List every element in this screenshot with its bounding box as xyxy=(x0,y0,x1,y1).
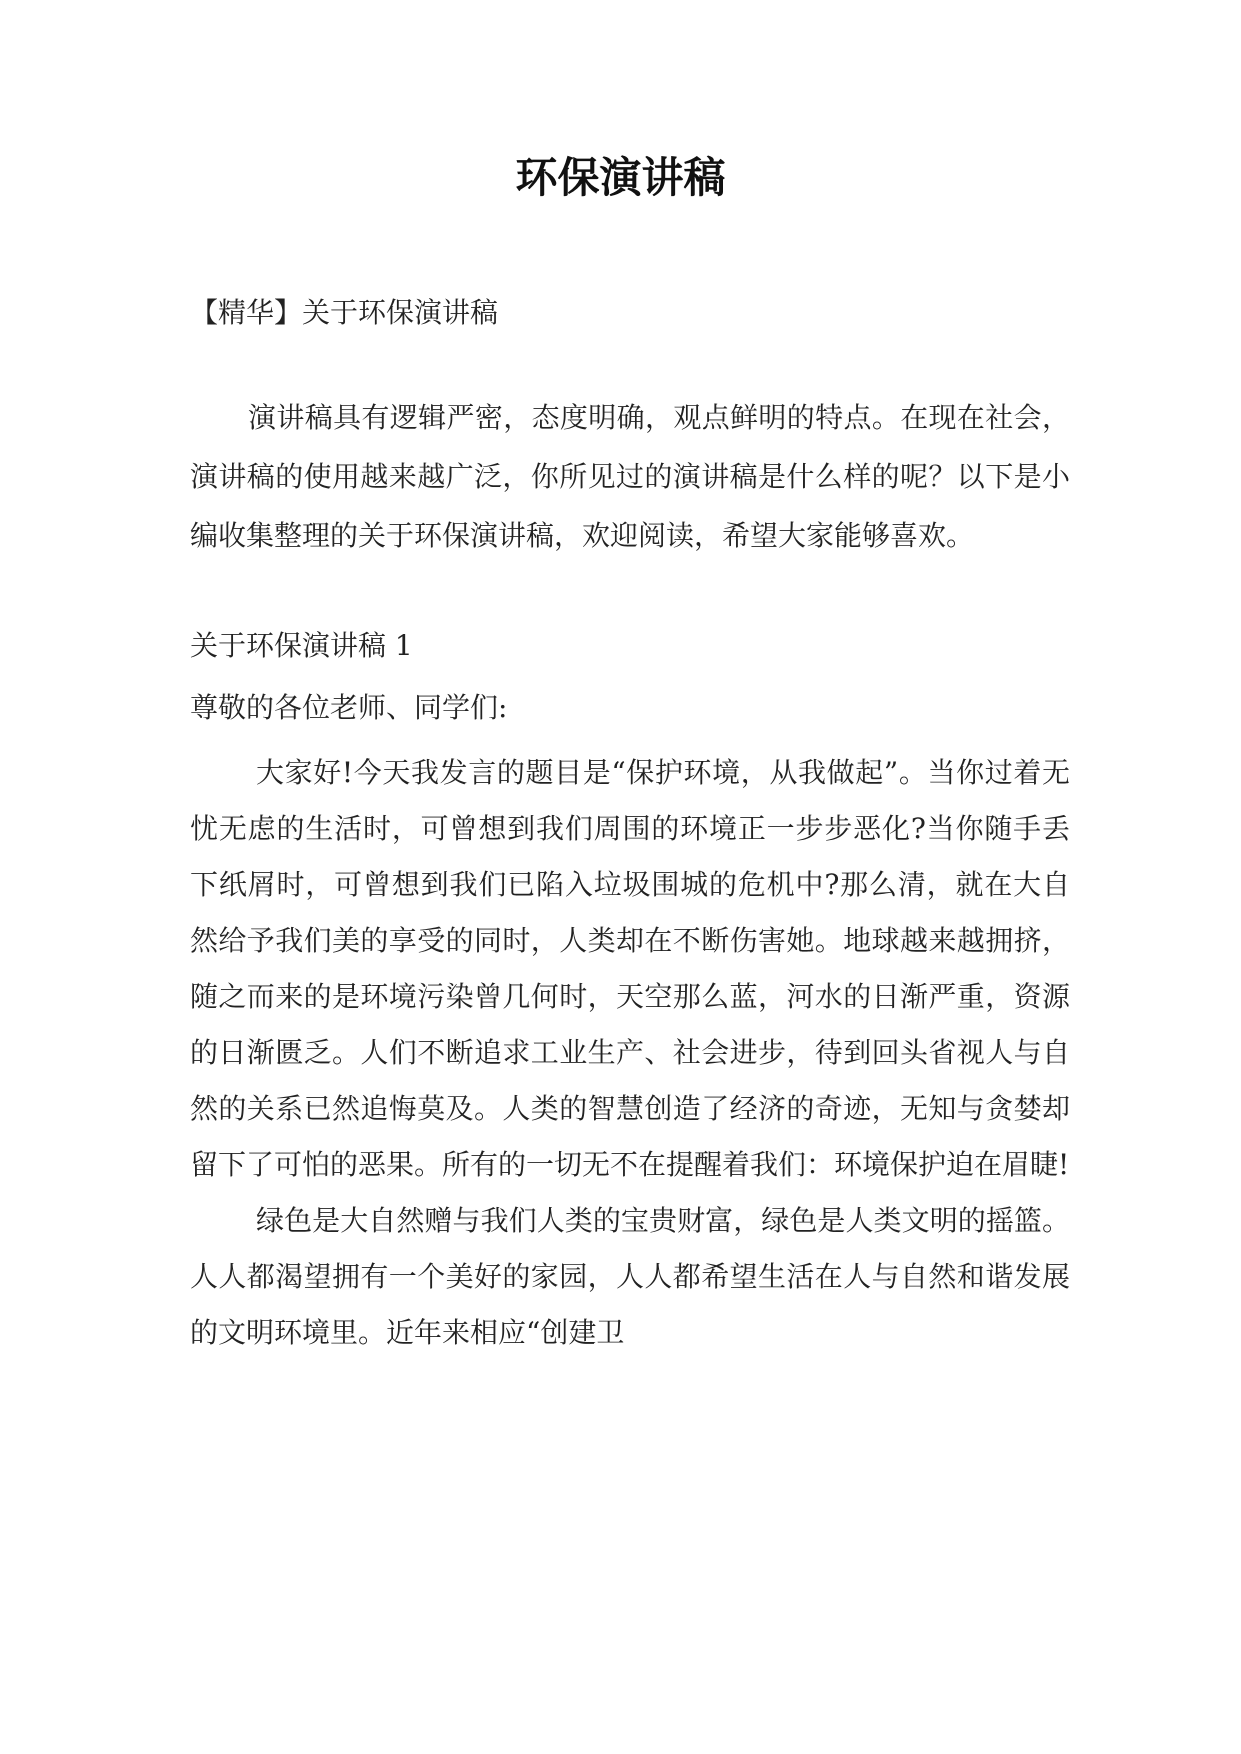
document-title: 环保演讲稿 xyxy=(515,153,726,202)
body-paragraph: 大家好!今天我发言的题目是“保护环境，从我做起”。当你过着无忧无虑的生活时，可曾想到我们周围的环境正一步步恶化?当你随手丢下纸屑时，可曾想到我们已陷入垃圾围城的危机中?那么清，就在大自然给予我们美的享受的同时，人类却在不断伤害她。地球越来越拥挤，随之而来的是环境污染曾几何时，天空那么蓝，河水的日渐严重，资源的日渐匮乏。人们不断追求工业生产、社会进步，待到回头省视人与自然的关系已然追悔莫及。人类的智慧创造了经济的奇迹，无知与贪婪却留下了可怕的恶果。所有的一切无不在提醒着我们：环境保护迫在眉睫! xyxy=(190,756,1070,1181)
document-body xyxy=(190,292,1070,1361)
section-heading: 关于环保演讲稿 1 xyxy=(190,629,413,662)
salutation-line: 尊敬的各位老师、同学们: xyxy=(190,691,508,724)
intro-paragraph: 演讲稿具有逻辑严密，态度明确，观点鲜明的特点。在现在社会，演讲稿的使用越来越广泛，你所见过的演讲稿是什么样的呢？以下是小编收集整理的关于环保演讲稿，欢迎阅读，希望大家能够喜欢。 xyxy=(190,401,1070,552)
document-subtitle: 【精华】关于环保演讲稿 xyxy=(190,296,499,329)
body-paragraph: 绿色是大自然赠与我们人类的宝贵财富，绿色是人类文明的摇篮。人人都渴望拥有一个美好的家园，人人都希望生活在人与自然和谐发展的文明环境里。近年来相应“创建卫 xyxy=(190,1204,1070,1349)
